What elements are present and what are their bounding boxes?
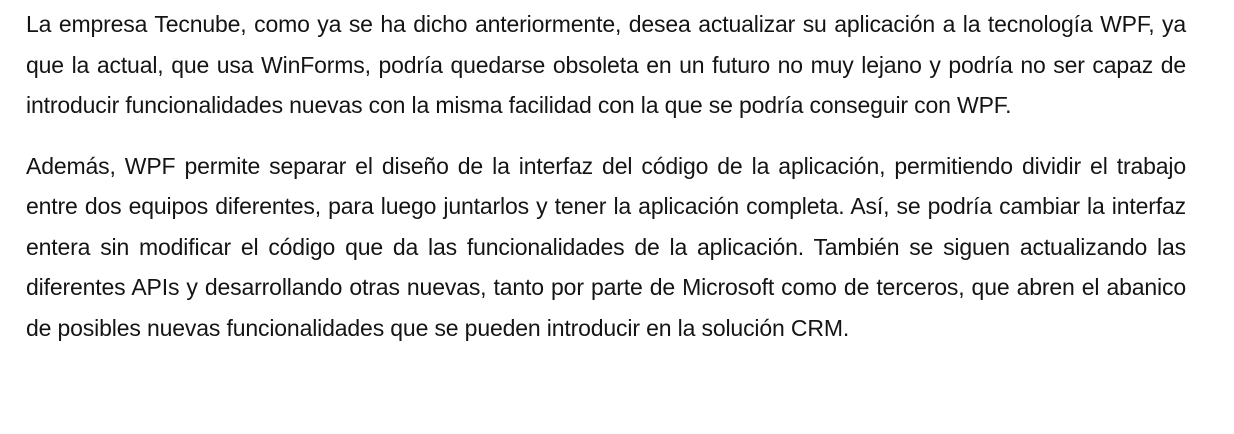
paragraph-wpf-benefits: Además, WPF permite separar el diseño de la interfaz del código de la aplicación, permitiendo dividir el trabajo entre dos equipos diferentes, para luego juntarlos y tener la aplicación completa. Así, se podría cambiar la interfaz entera sin modificar el código que da las funcionalidades de la aplicación. También se siguen actualizando las diferentes APIs y desarrollando otras nuevas, tanto por parte de Microsoft como de terceros, que abren el abanico de posibles nuevas funcionalidades que se pueden introducir en la solución CRM. [26, 152, 1186, 341]
paragraph-tecnube-wpf-update: La empresa Tecnube, como ya se ha dicho anteriormente, desea actualizar su aplicación a la tecnología WPF, ya que la actual, que usa WinForms, podría quedarse obsoleta en un futuro no muy lejano y podría no ser capaz de introducir funcionalidades nuevas con la misma facilidad con la que se podría conseguir con WPF. [26, 11, 1186, 118]
